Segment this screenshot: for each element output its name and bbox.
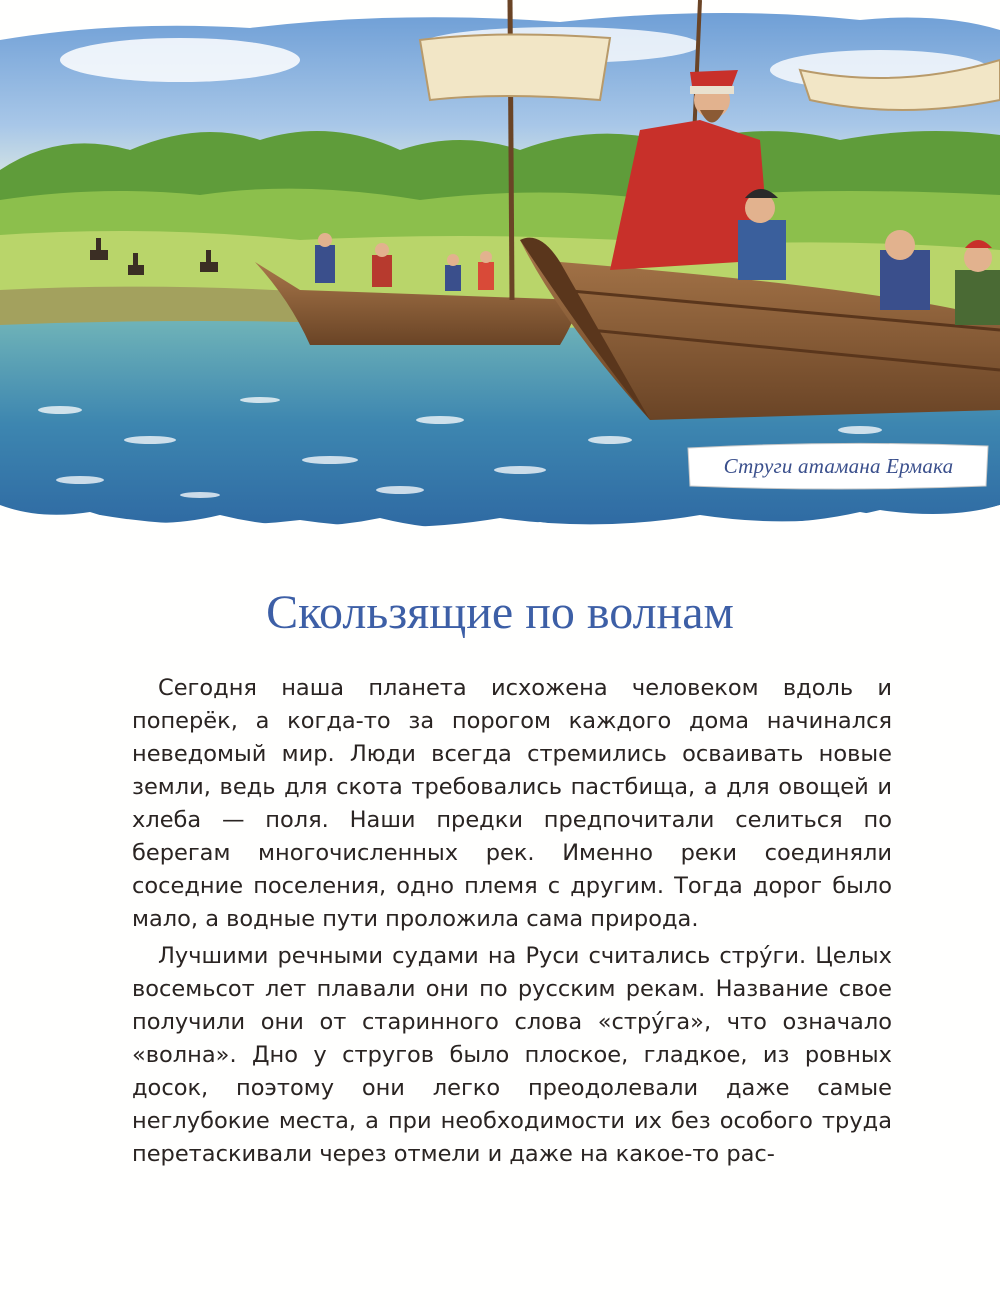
page-title: Скользящие по волнам [266, 586, 734, 639]
article-body [132, 672, 892, 1171]
paragraph-1: Сегодня наша планета исхожена человеком вдоль и поперёк, а когда-то за порогом каждого дома начинался неведомый мир. Люди всегда стремились осваивать новые земли, ведь для скота требовались пастбища, а для овощей и хлеба — поля. Наши предки предпочитали селиться по берегам многочисленных рек. Именно реки соединяли соседние поселения, одно племя с другим. Тогда дорог было мало, а водные пути проложила сама природа. [132, 675, 892, 932]
paragraph-2: Лучшими речными судами на Руси считались стру́ги. Целых восемьсот лет плавали они по русским рекам. Название свое получили они от старинного слова «стру́га», что означало «волна». Дно у стругов было плоское, гладкое, из ровных досок, поэтому они легко преодолевали даже самые неглубокие места, а при необходимости их без особого труда перетаскивали через отмели и даже на какое-то рас- [132, 943, 892, 1167]
illustration-caption: Струги атамана Ермака [723, 453, 954, 478]
